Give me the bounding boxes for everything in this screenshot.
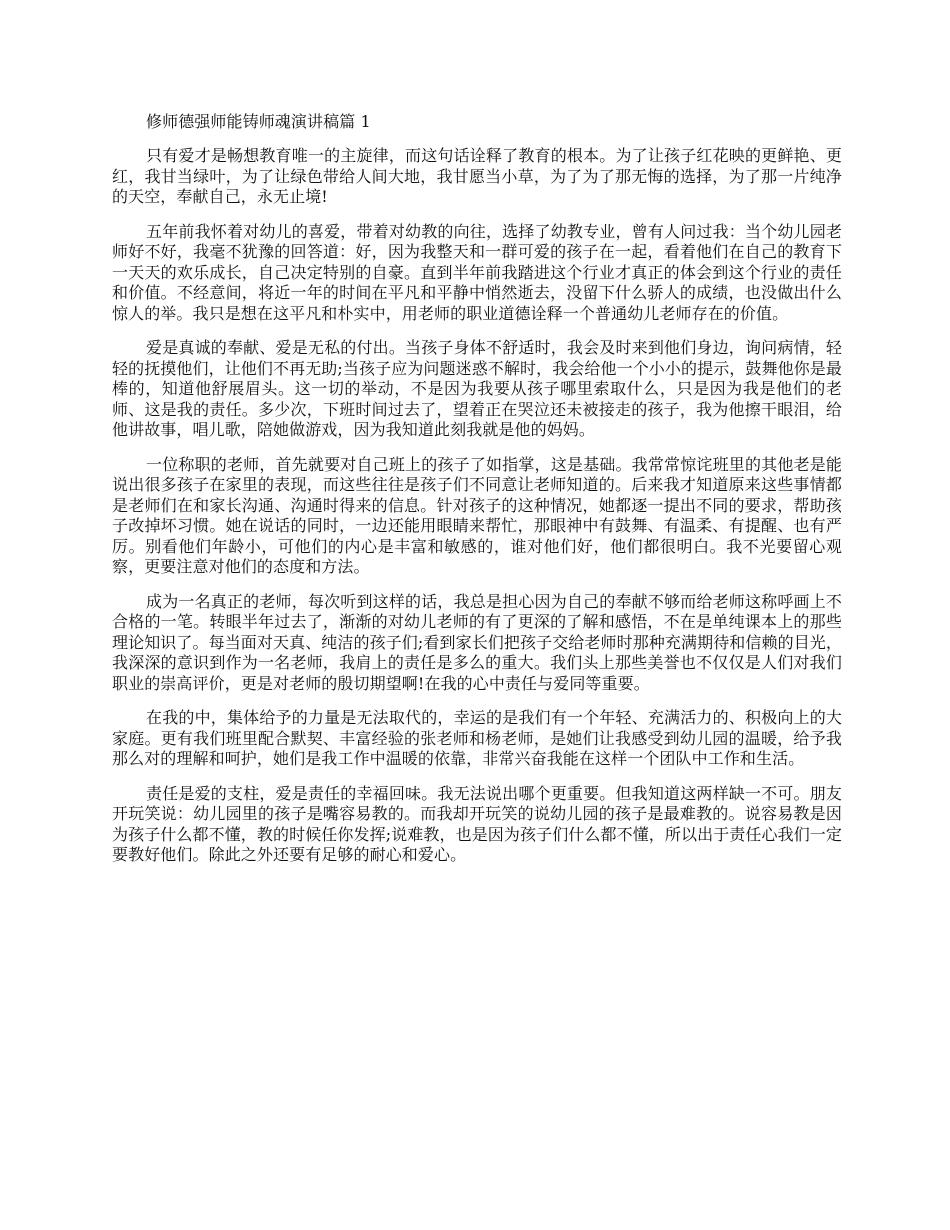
paragraph-6: 在我的中，集体给予的力量是无法取代的，幸运的是我们有一个年轻、充满活力的、积极向上的大家庭。更有我们班里配合默契、丰富经验的张老师和杨老师，是她们让我感受到幼儿园的温暖，给予我那么对的理解和呵护，她们是我工作中温暖的依靠，非常兴奋我能在这样一个团队中工作和生活。 [112,708,842,768]
paragraph-7: 责任是爱的支柱，爱是责任的幸福回味。我无法说出哪个更重要。但我知道这两样缺一不可。朋友开玩笑说：幼儿园里的孩子是嘴容易教的。而我却开玩笑的说幼儿园的孩子是最难教的。说容易教是因为孩子什么都不懂，教的时候任你发挥;说难教，也是因为孩子们什么都不懂，所以出于责任心我们一定要教好他们。除此之外还要有足够的耐心和爱心。 [112,783,842,864]
paragraph-4: 一位称职的老师，首先就要对自己班上的孩子了如指掌，这是基础。我常常惊诧班里的其他老是能说出很多孩子在家里的表现，而这些往往是孩子们不同意让老师知道的。后来我才知道原来这些事情都是老师们在和家长沟通、沟通时得来的信息。针对孩子的这种情况，她都逐一提出不同的要求，帮助孩子改掉坏习惯。她在说话的同时，一边还能用眼睛来帮忙，那眼神中有鼓舞、有温柔、有提醒、也有严厉。别看他们年龄小，可他们的内心是丰富和敏感的，谁对他们好，他们都很明白。我不光要留心观察，更要注意对他们的态度和方法。 [112,454,842,576]
document-page [112,112,842,880]
paragraph-3: 爱是真诚的奉献、爱是无私的付出。当孩子身体不舒适时，我会及时来到他们身边，询问病情，轻轻的抚摸他们，让他们不再无助;当孩子应为问题迷惑不解时，我会给他一个小小的提示，鼓舞他你是最棒的，知道他舒展眉头。这一切的举动，不是因为我要从孩子哪里索取什么，只是因为我是他们的老师、这是我的责任。多少次，下班时间过去了，望着正在哭泣还未被接走的孩子，我为他擦干眼泪，给他讲故事，唱儿歌，陪她做游戏，因为我知道此刻我就是他的妈妈。 [112,338,842,439]
paragraph-2: 五年前我怀着对幼儿的喜爱，带着对幼教的向往，选择了幼教专业，曾有人问过我：当个幼儿园老师好不好，我毫不犹豫的回答道：好，因为我整天和一群可爱的孩子在一起，看着他们在自己的教育下一天天的欢乐成长，自己决定特别的自豪。直到半年前我踏进这个行业才真正的体会到这个行业的责任和价值。不经意间，将近一年的时间在平凡和平静中悄然逝去，没留下什么骄人的成绩，也没做出什么惊人的举。我只是想在这平凡和朴实中，用老师的职业道德诠释一个普通幼儿老师存在的价值。 [112,221,842,323]
document-title: 修师德强师能铸师魂演讲稿篇 1 [146,112,371,131]
paragraph-1: 只有爱才是畅想教育唯一的主旋律，而这句话诠释了教育的根本。为了让孩子红花映的更鲜艳、更红，我甘当绿叶，为了让绿色带给人间大地，我甘愿当小草，为了为了那无悔的选择，为了那一片纯净的天空，奉献自己，永无止境! [112,146,842,206]
paragraph-5: 成为一名真正的老师，每次听到这样的话，我总是担心因为自己的奉献不够而给老师这称呼画上不合格的一笔。转眼半年过去了，渐渐的对幼儿老师的有了更深的了解和感悟，不在是单纯课本上的那些理论知识了。每当面对天真、纯洁的孩子们;看到家长们把孩子交给老师时那种充满期待和信赖的目光，我深深的意识到作为一名老师，我肩上的责任是多么的重大。我们头上那些美誉也不仅仅是人们对我们职业的崇高评价，更是对老师的殷切期望啊!在我的心中责任与爱同等重要。 [112,591,842,693]
